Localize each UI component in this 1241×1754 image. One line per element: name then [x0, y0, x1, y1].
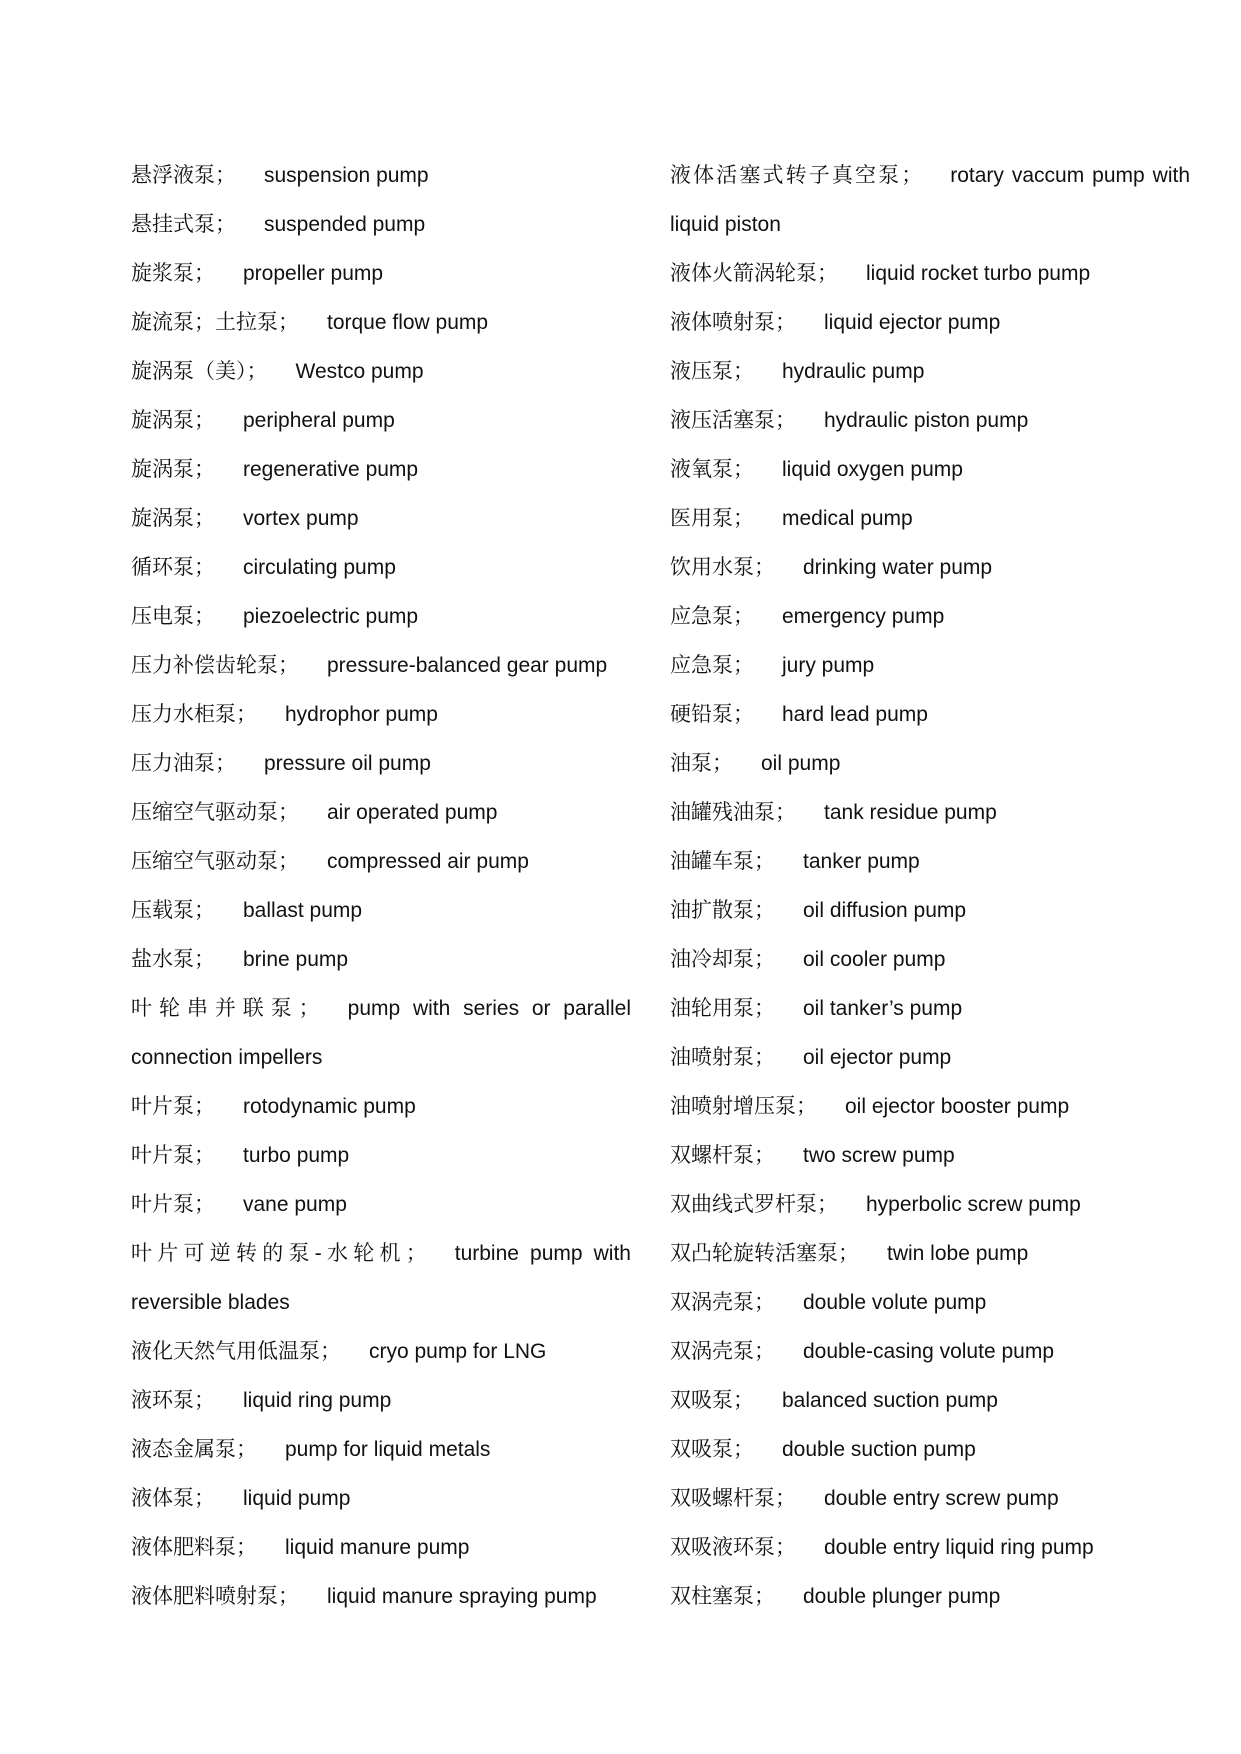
- english-term-continuation: connection impellers: [131, 1046, 323, 1069]
- glossary-entry: [670, 249, 1190, 298]
- chinese-term: 双吸泵；: [670, 1437, 754, 1461]
- chinese-term: 液体肥料泵；: [131, 1535, 257, 1559]
- chinese-term: 压力补偿齿轮泵；: [131, 653, 299, 677]
- chinese-term: 油冷却泵；: [670, 947, 775, 971]
- chinese-term: 油泵；: [670, 751, 733, 775]
- chinese-term: 悬浮液泵；: [131, 163, 236, 187]
- glossary-entry: [670, 1474, 1190, 1523]
- glossary-entry: [131, 1376, 631, 1425]
- english-term: double suction pump: [782, 1438, 976, 1461]
- english-term: cryo pump for LNG: [369, 1340, 547, 1363]
- glossary-entry: [670, 690, 1190, 739]
- english-term: twin lobe pump: [887, 1242, 1029, 1265]
- english-term: liquid oxygen pump: [782, 458, 963, 481]
- chinese-term: 旋涡泵；: [131, 408, 215, 432]
- chinese-term: 油轮用泵；: [670, 996, 775, 1020]
- glossary-entry: [131, 1572, 631, 1621]
- english-term: double-casing volute pump: [803, 1340, 1054, 1363]
- glossary-entry: [670, 347, 1190, 396]
- english-term: circulating pump: [243, 556, 396, 579]
- chinese-term: 双凸轮旋转活塞泵；: [670, 1241, 859, 1265]
- glossary-entry: [131, 151, 631, 200]
- right-column: [670, 151, 1190, 1621]
- chinese-term: 悬挂式泵；: [131, 212, 236, 236]
- glossary-entry: [670, 1033, 1190, 1082]
- glossary-entry: [670, 151, 1190, 200]
- glossary-entry: [131, 396, 631, 445]
- english-term: two screw pump: [803, 1144, 955, 1167]
- glossary-entry: [670, 1131, 1190, 1180]
- english-term: double entry screw pump: [824, 1487, 1059, 1510]
- chinese-term: 双吸液环泵；: [670, 1535, 796, 1559]
- glossary-entry: [131, 494, 631, 543]
- glossary-entry: [131, 445, 631, 494]
- chinese-term: 叶片泵；: [131, 1192, 215, 1216]
- glossary-entry: [670, 935, 1190, 984]
- glossary-entry: [670, 1180, 1190, 1229]
- english-term: torque flow pump: [327, 311, 489, 334]
- english-term: oil diffusion pump: [803, 899, 967, 922]
- english-term: liquid manure pump: [285, 1536, 470, 1559]
- chinese-term: 双涡壳泵；: [670, 1290, 775, 1314]
- english-term: double volute pump: [803, 1291, 987, 1314]
- english-term: liquid ejector pump: [824, 311, 1001, 334]
- english-term: medical pump: [782, 507, 913, 530]
- glossary-entry: [131, 249, 631, 298]
- english-term-continuation: liquid piston: [670, 213, 781, 236]
- chinese-term: 液氧泵；: [670, 457, 754, 481]
- glossary-entry: [670, 886, 1190, 935]
- glossary-entry: [131, 1180, 631, 1229]
- chinese-term: 旋浆泵；: [131, 261, 215, 285]
- english-term: suspension pump: [264, 164, 429, 187]
- chinese-term: 压缩空气驱动泵；: [131, 849, 299, 873]
- glossary-entry: [670, 396, 1190, 445]
- chinese-term: 油喷射增压泵；: [670, 1094, 817, 1118]
- glossary-entry: [670, 739, 1190, 788]
- english-term: pressure oil pump: [264, 752, 431, 775]
- english-term: tank residue pump: [824, 801, 997, 824]
- chinese-term: 叶片可逆转的泵-水轮机；: [131, 1241, 427, 1265]
- english-term: oil cooler pump: [803, 948, 946, 971]
- english-term: liquid rocket turbo pump: [866, 262, 1091, 285]
- english-term: rotodynamic pump: [243, 1095, 416, 1118]
- english-term: pump for liquid metals: [285, 1438, 491, 1461]
- english-term: emergency pump: [782, 605, 945, 628]
- glossary-entry: [131, 886, 631, 935]
- chinese-term: 压缩空气驱动泵；: [131, 800, 299, 824]
- glossary-entry: [670, 445, 1190, 494]
- left-column: [131, 151, 631, 1621]
- chinese-term: 压载泵；: [131, 898, 215, 922]
- glossary-entry: [131, 690, 631, 739]
- english-term: double entry liquid ring pump: [824, 1536, 1094, 1559]
- glossary-entry: [670, 592, 1190, 641]
- glossary-entry: [131, 347, 631, 396]
- english-term: peripheral pump: [243, 409, 395, 432]
- chinese-term: 旋流泵；土拉泵；: [131, 310, 299, 334]
- english-term: turbo pump: [243, 1144, 350, 1167]
- glossary-entry: [670, 1376, 1190, 1425]
- english-term: liquid manure spraying pump: [327, 1585, 597, 1608]
- english-term: regenerative pump: [243, 458, 419, 481]
- english-term: jury pump: [782, 654, 875, 677]
- english-term: turbine pump with: [454, 1242, 631, 1265]
- chinese-term: 应急泵；: [670, 604, 754, 628]
- chinese-term: 液体活塞式转子真空泵；: [670, 163, 923, 187]
- glossary-entry: [131, 788, 631, 837]
- english-term: drinking water pump: [803, 556, 993, 579]
- chinese-term: 旋涡泵（美）；: [131, 359, 268, 383]
- chinese-term: 医用泵；: [670, 506, 754, 530]
- glossary-entry: [131, 641, 631, 690]
- english-term-continuation: reversible blades: [131, 1291, 290, 1314]
- english-term: vortex pump: [243, 507, 359, 530]
- glossary-entry: [131, 837, 631, 886]
- chinese-term: 液环泵；: [131, 1388, 215, 1412]
- chinese-term: 液体喷射泵；: [670, 310, 796, 334]
- glossary-entry: [131, 935, 631, 984]
- english-term: Westco pump: [295, 360, 424, 383]
- chinese-term: 旋涡泵；: [131, 457, 215, 481]
- chinese-term: 压力水柜泵；: [131, 702, 257, 726]
- glossary-entry: [670, 1425, 1190, 1474]
- glossary-entry: [131, 1082, 631, 1131]
- glossary-entry: [131, 1131, 631, 1180]
- glossary-entry: [131, 200, 631, 249]
- english-term: liquid pump: [243, 1487, 351, 1510]
- english-term: hard lead pump: [782, 703, 928, 726]
- chinese-term: 盐水泵；: [131, 947, 215, 971]
- chinese-term: 油罐残油泵；: [670, 800, 796, 824]
- glossary-entry: [670, 1082, 1190, 1131]
- english-term: hydraulic piston pump: [824, 409, 1029, 432]
- english-term: ballast pump: [243, 899, 363, 922]
- english-term: brine pump: [243, 948, 349, 971]
- glossary-entry: [131, 298, 631, 347]
- chinese-term: 双吸螺杆泵；: [670, 1486, 796, 1510]
- english-term: balanced suction pump: [782, 1389, 998, 1412]
- english-term: pump with series or parallel: [347, 997, 632, 1020]
- english-term: oil tanker’s pump: [803, 997, 963, 1020]
- chinese-term: 液体肥料喷射泵；: [131, 1584, 299, 1608]
- english-term: compressed air pump: [327, 850, 529, 873]
- glossary-entry: [131, 1523, 631, 1572]
- chinese-term: 叶轮串并联泵；: [131, 996, 320, 1020]
- glossary-entry: [131, 1474, 631, 1523]
- glossary-entry: [670, 1327, 1190, 1376]
- english-term: tanker pump: [803, 850, 920, 873]
- glossary-entry: [670, 837, 1190, 886]
- chinese-term: 双螺杆泵；: [670, 1143, 775, 1167]
- glossary-entry: [131, 984, 631, 1033]
- chinese-term: 液化天然气用低温泵；: [131, 1339, 341, 1363]
- glossary-entry: [131, 1229, 631, 1278]
- chinese-term: 压电泵；: [131, 604, 215, 628]
- chinese-term: 硬铅泵；: [670, 702, 754, 726]
- chinese-term: 双涡壳泵；: [670, 1339, 775, 1363]
- chinese-term: 叶片泵；: [131, 1143, 215, 1167]
- chinese-term: 油喷射泵；: [670, 1045, 775, 1069]
- english-term: pressure-balanced gear pump: [327, 654, 608, 677]
- chinese-term: 叶片泵；: [131, 1094, 215, 1118]
- chinese-term: 应急泵；: [670, 653, 754, 677]
- chinese-term: 液体泵；: [131, 1486, 215, 1510]
- glossary-entry: [131, 1425, 631, 1474]
- chinese-term: 双柱塞泵；: [670, 1584, 775, 1608]
- english-term: rotary vaccum pump with: [950, 164, 1190, 187]
- glossary-entry: [131, 592, 631, 641]
- glossary-entry: [670, 1229, 1190, 1278]
- english-term: hydraulic pump: [782, 360, 925, 383]
- english-term: oil ejector pump: [803, 1046, 952, 1069]
- chinese-term: 油罐车泵；: [670, 849, 775, 873]
- glossary-entry: [670, 1278, 1190, 1327]
- chinese-term: 双吸泵；: [670, 1388, 754, 1412]
- english-term: vane pump: [243, 1193, 347, 1216]
- glossary-entry: [670, 641, 1190, 690]
- glossary-entry: [670, 298, 1190, 347]
- chinese-term: 压力油泵；: [131, 751, 236, 775]
- glossary-entry: [670, 543, 1190, 592]
- english-term: suspended pump: [264, 213, 426, 236]
- glossary-entry: [670, 1523, 1190, 1572]
- glossary-entry: [131, 739, 631, 788]
- chinese-term: 循环泵；: [131, 555, 215, 579]
- english-term: hyperbolic screw pump: [866, 1193, 1081, 1216]
- glossary-entry: [131, 1327, 631, 1376]
- chinese-term: 液体火箭涡轮泵；: [670, 261, 838, 285]
- chinese-term: 油扩散泵；: [670, 898, 775, 922]
- glossary-entry: [670, 984, 1190, 1033]
- glossary-entry: [670, 1572, 1190, 1621]
- chinese-term: 液压泵；: [670, 359, 754, 383]
- english-term: piezoelectric pump: [243, 605, 419, 628]
- english-term: air operated pump: [327, 801, 498, 824]
- chinese-term: 液压活塞泵；: [670, 408, 796, 432]
- glossary-entry: [670, 788, 1190, 837]
- chinese-term: 双曲线式罗杆泵；: [670, 1192, 838, 1216]
- chinese-term: 液态金属泵；: [131, 1437, 257, 1461]
- chinese-term: 旋涡泵；: [131, 506, 215, 530]
- glossary-entry: [670, 494, 1190, 543]
- english-term: liquid ring pump: [243, 1389, 392, 1412]
- english-term: double plunger pump: [803, 1585, 1001, 1608]
- english-term: propeller pump: [243, 262, 384, 285]
- english-term: hydrophor pump: [285, 703, 438, 726]
- english-term: oil ejector booster pump: [845, 1095, 1070, 1118]
- glossary-entry: [131, 543, 631, 592]
- english-term: oil pump: [761, 752, 841, 775]
- chinese-term: 饮用水泵；: [670, 555, 775, 579]
